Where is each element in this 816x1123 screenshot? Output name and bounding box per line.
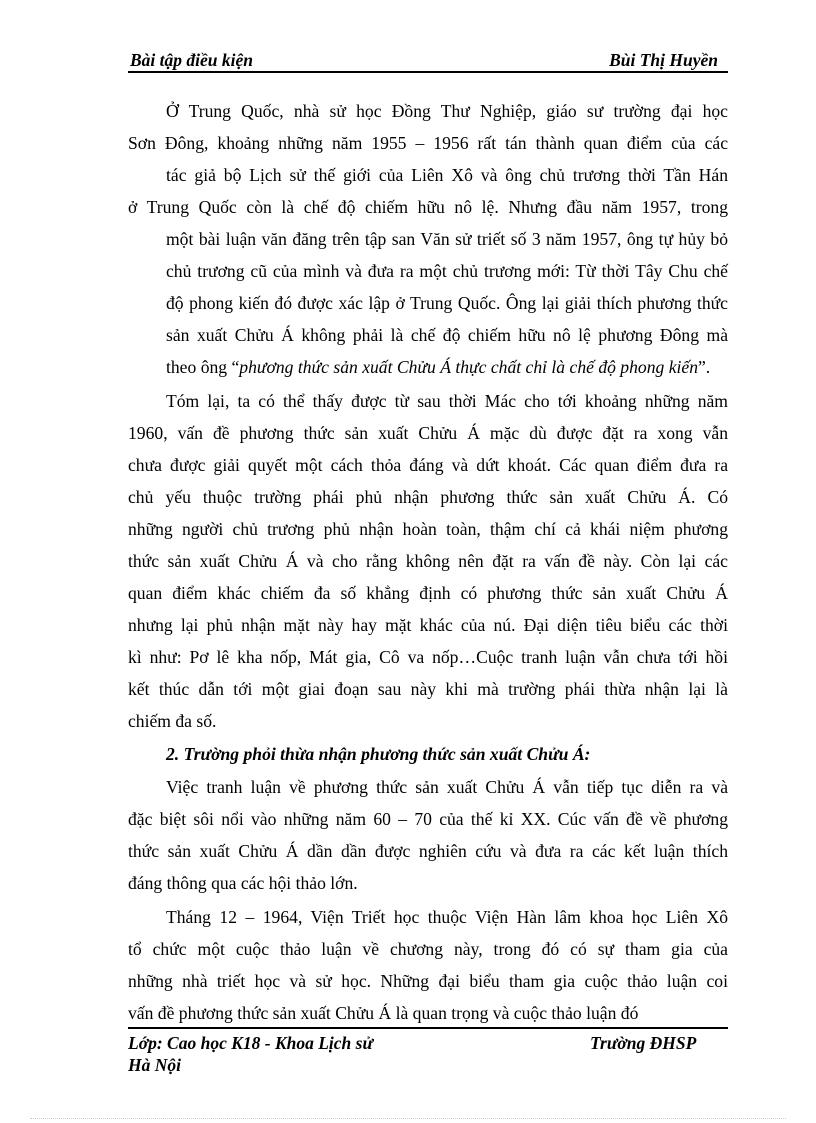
quote-prefix: theo ông “ bbox=[166, 357, 240, 377]
text-line: đặc biệt sôi nổi vào những năm 60 – 70 của thế kỉ XX. Cúc vấn đề về phương bbox=[128, 809, 728, 829]
text-line: tác giả bộ Lịch sử thế giới của Liên Xô và ông chủ trương thời Tần Hán bbox=[166, 165, 728, 185]
text-line: 1960, vấn đề phương thức sản xuất Chửu Á mặc dù được đặt ra xong vẫn bbox=[128, 423, 728, 443]
text-line: thức sản xuất Chửu Á và cho rằng không nên đặt ra vấn đề này. Còn lại các bbox=[128, 551, 728, 571]
text-line: vấn đề phương thức sản xuất Chửu Á là quan trọng và cuộc thảo luận đó bbox=[128, 1003, 639, 1023]
text-line: những người chủ trương phủ nhận hoàn toàn, thậm chí cả khái niệm phương bbox=[128, 519, 728, 539]
quote-line bbox=[166, 351, 728, 383]
footer-class-line2: Hà Nội bbox=[128, 1055, 181, 1075]
text-line: sản xuất Chửu Á không phải là chế độ chiếm hữu nô lệ phương Đông mà bbox=[166, 325, 728, 345]
header-left-title: Bài tập điều kiện bbox=[130, 50, 253, 70]
text-line: chưa được giải quyết một cách thỏa đáng và dứt khoát. Các quan điểm đưa ra bbox=[128, 455, 728, 475]
text-line: độ phong kiến đó được xác lập ở Trung Quốc. Ông lại giải thích phương thức bbox=[166, 293, 728, 313]
text-line: đáng thông qua các hội thảo lớn. bbox=[128, 873, 358, 893]
header-author: Bùi Thị Huyền bbox=[609, 50, 718, 70]
text-line: chủ trương cũ của mình và đưa ra một chủ trương mới: Từ thời Tây Chu chế bbox=[166, 261, 728, 281]
section-heading: 2. Trường phỏi thừa nhận phương thức sản xuất Chửu Á: bbox=[166, 744, 591, 764]
text-line: chiếm đa số. bbox=[128, 711, 217, 731]
text-line: Việc tranh luận về phương thức sản xuất Chửu Á vẫn tiếp tục diễn ra và bbox=[166, 777, 728, 797]
page-edge-dots bbox=[30, 1118, 786, 1120]
footer-class-info bbox=[128, 1032, 428, 1076]
text-line: Sơn Đông, khoảng những năm 1955 – 1956 rất tán thành quan điểm của các bbox=[128, 133, 728, 153]
text-line: quan điểm khác chiếm đa số khẳng định có phương thức sản xuất Chửu Á bbox=[128, 583, 728, 603]
quote-italic: phương thức sản xuất Chửu Á thực chất chỉ là chế độ phong kiến bbox=[239, 357, 698, 377]
text-line: Tháng 12 – 1964, Viện Triết học thuộc Viện Hàn lâm khoa học Liên Xô bbox=[166, 907, 728, 927]
page-header bbox=[128, 46, 728, 72]
text-line: tổ chức một cuộc thảo luận về chương này, trong đó có sự tham gia của bbox=[128, 939, 728, 959]
text-line: Ở Trung Quốc, nhà sử học Đồng Thư Nghiệp, giáo sư trường đại học bbox=[166, 101, 728, 121]
text-line: Tóm lại, ta có thể thấy được từ sau thời Mác cho tới khoảng những năm bbox=[166, 391, 728, 411]
page-footer bbox=[128, 1030, 728, 1078]
quote-suffix: ”. bbox=[698, 357, 711, 377]
text-line: kì như: Pơ lê kha nốp, Mát gia, Cô va nốp…Cuộc tranh luận vẫn chưa tới hồi bbox=[128, 647, 728, 667]
text-line: nhưng lại phủ nhận mặt này hay mặt khác của nú. Đại diện tiêu biểu các thời bbox=[128, 615, 728, 635]
text-line: một bài luận văn đăng trên tập san Văn sử triết số 3 năm 1957, ông tự hủy bỏ bbox=[166, 229, 728, 249]
text-line: thức sản xuất Chửu Á dần dần được nghiên cứu và đưa ra các kết luận thích bbox=[128, 841, 728, 861]
text-line: chủ yếu thuộc trường phái phủ nhận phương thức sản xuất Chửu Á. Có bbox=[128, 487, 728, 507]
text-line: những nhà triết học và sử học. Những đại biểu tham gia cuộc thảo luận coi bbox=[128, 971, 728, 991]
header-rule bbox=[128, 71, 728, 73]
footer-school: Trường ĐHSP bbox=[590, 1033, 697, 1053]
footer-rule bbox=[128, 1027, 728, 1029]
footer-class-line1: Lớp: Cao học K18 - Khoa Lịch sử bbox=[128, 1033, 373, 1053]
text-line: ở Trung Quốc còn là chế độ chiếm hữu nô lệ. Nhưng đầu năm 1957, trong bbox=[128, 197, 728, 217]
text-line: kết thúc dẫn tới một giai đoạn sau này khi mà trường phái thừa nhận lại là bbox=[128, 679, 728, 699]
